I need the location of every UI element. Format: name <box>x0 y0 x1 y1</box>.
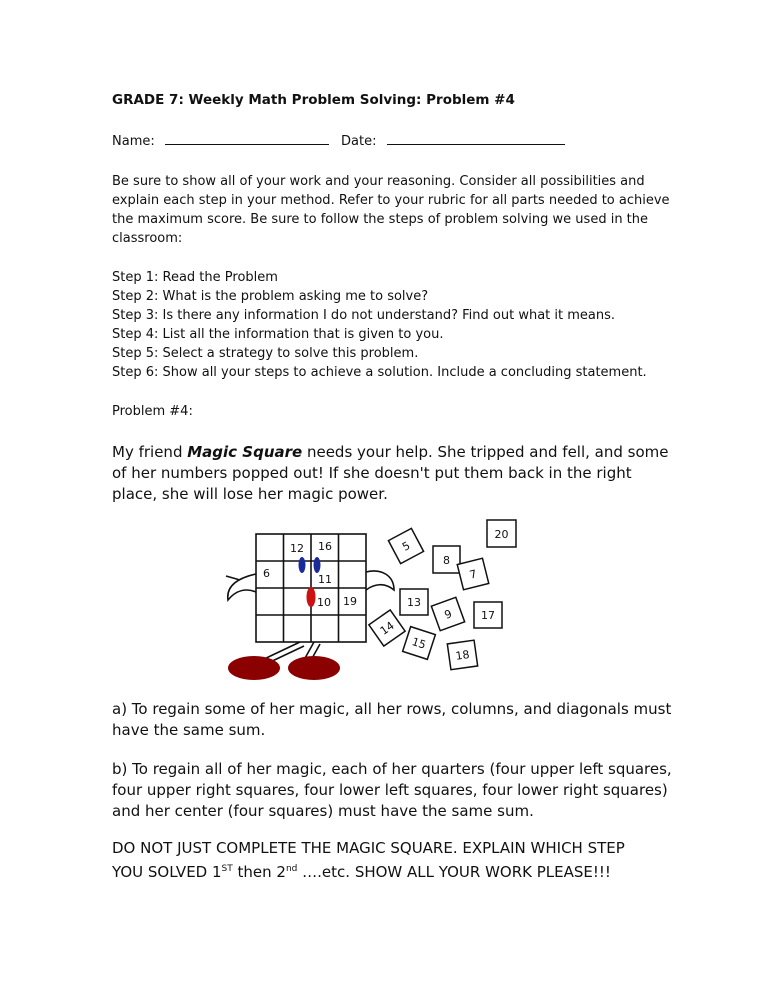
svg-text:14: 14 <box>377 619 397 638</box>
part-b: b) To regain all of her magic, each of her quarters (four upper left squares, four upper right squares, four lower left squares, four lower right squares) and her center (four squares) must have the same sum. <box>112 760 672 820</box>
step-2: Step 2: What is the problem asking me to solve? <box>112 289 429 304</box>
story-lead: My friend <box>112 443 188 461</box>
nose <box>307 587 316 607</box>
instructions-paragraph: Be sure to show all of your work and your reasoning. Consider all possibilities and explain each step in your method. Refer to your rubric for all parts needed to achieve the maximum score. Be sure to follow the steps of problem solving we used in the classroom: <box>112 174 670 246</box>
svg-text:18: 18 <box>454 648 471 663</box>
step-6: Step 6: Show all your steps to achieve a solution. Include a concluding statement. <box>112 365 647 380</box>
left-eye <box>299 557 306 573</box>
left-hand-mark <box>226 576 240 580</box>
closing-text-b: then 2 <box>232 863 286 881</box>
svg-text:9: 9 <box>442 607 454 622</box>
loose-tile-13 <box>400 589 428 615</box>
name-label: Name: <box>112 134 155 149</box>
closing-text-a: YOU SOLVED 1 <box>112 863 222 881</box>
loose-tile-17 <box>474 602 502 628</box>
svg-text:15: 15 <box>410 635 428 652</box>
grid-number-12: 12 <box>290 542 304 555</box>
loose-tile-15 <box>403 627 436 660</box>
problem-label: Problem #4: <box>112 404 193 419</box>
loose-tile-7 <box>457 558 489 590</box>
step-1: Step 1: Read the Problem <box>112 270 278 285</box>
superscript-nd: nd <box>285 864 298 874</box>
grid-number-6: 6 <box>263 567 270 580</box>
story-rest: needs your help. She tripped and fell, and some of her numbers popped out! If she doesn't put them back in the right place, she will lose her magic power. <box>112 443 669 503</box>
part-a: a) To regain some of her magic, all her rows, columns, and diagonals must have the same sum. <box>112 700 672 739</box>
superscript-st: ST <box>221 864 233 874</box>
loose-tile-9 <box>431 597 464 630</box>
loose-tile-18 <box>447 640 477 670</box>
loose-tile-20 <box>487 520 516 547</box>
closing-text-c: ….etc. SHOW ALL YOUR WORK PLEASE!!! <box>297 863 611 881</box>
grid-number-10: 10 <box>317 596 331 609</box>
left-shoe <box>228 656 280 680</box>
magic-square-name: Magic Square <box>187 443 303 461</box>
right-shoe <box>288 656 340 680</box>
svg-text:20: 20 <box>494 528 509 541</box>
right-arm <box>366 571 394 590</box>
grid-number-19: 19 <box>343 595 357 608</box>
step-4: Step 4: List all the information that is given to you. <box>112 327 444 342</box>
svg-text:17: 17 <box>481 609 495 622</box>
closing-instructions <box>112 838 672 883</box>
grid-number-16: 16 <box>318 540 332 553</box>
svg-text:5: 5 <box>400 539 413 554</box>
svg-text:8: 8 <box>443 554 450 567</box>
date-label: Date: <box>341 134 377 149</box>
step-3: Step 3: Is there any information I do not understand? Find out what it means. <box>112 308 616 323</box>
worksheet-title: GRADE 7: Weekly Math Problem Solving: Problem #4 <box>112 92 515 108</box>
svg-text:13: 13 <box>407 596 421 609</box>
loose-tile-5 <box>388 528 423 563</box>
step-5: Step 5: Select a strategy to solve this problem. <box>112 346 419 361</box>
svg-text:7: 7 <box>468 567 479 582</box>
grid-number-11: 11 <box>318 573 332 586</box>
closing-line-1: DO NOT JUST COMPLETE THE MAGIC SQUARE. EXPLAIN WHICH STEP <box>112 839 625 857</box>
closing-line-2 <box>112 859 672 883</box>
loose-tile-8 <box>433 546 460 573</box>
right-eye <box>314 557 321 573</box>
